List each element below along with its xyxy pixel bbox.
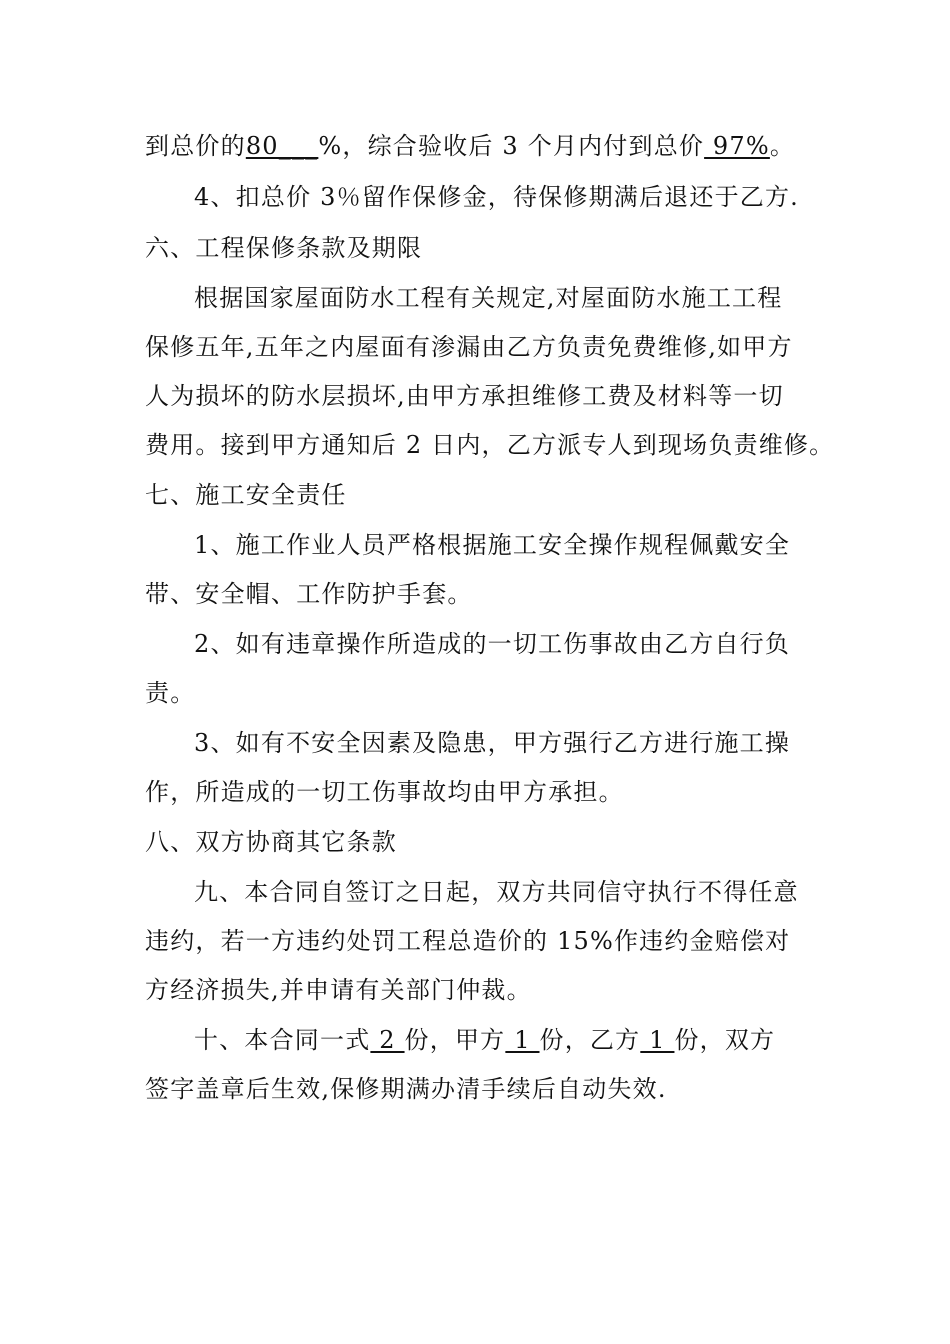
copies-total-blank: 2 — [370, 1026, 405, 1054]
clause-9-line-2: 违约，若一方违约处罚工程总造价的 15%作违约金赔偿对 — [145, 927, 791, 955]
safety-item-2-line-2: 责。 — [145, 679, 196, 707]
section-6-line-4: 费用。接到甲方通知后 2 日内，乙方派专人到现场负责维修。 — [145, 431, 835, 459]
payment-text-2: %，综合验收后 3 个月内付到总价 — [318, 132, 705, 160]
clause-9-line-3: 方经济损失,并申请有关部门仲裁。 — [145, 976, 532, 1004]
section-7-heading: 七、施工安全责任 — [145, 481, 347, 509]
clause-10-line-2: 签字盖章后生效,保修期满办清手续后自动失效. — [145, 1075, 667, 1103]
copies-party-a-blank: 1 — [505, 1026, 540, 1054]
section-8-heading: 八、双方协商其它条款 — [145, 828, 397, 856]
payment-text-end: 。 — [769, 132, 796, 160]
safety-item-2-line-1: 2、如有违章操作所造成的一切工伤事故由乙方自行负 — [194, 630, 791, 658]
section-6-heading: 六、工程保修条款及期限 — [145, 234, 423, 262]
clause-10-text-end: 份，双方 — [674, 1026, 776, 1054]
clause-10-line-1 — [194, 1024, 814, 1056]
safety-item-3-line-2: 作，所造成的一切工伤事故均由甲方承担。 — [145, 778, 624, 806]
clause-10-text-party-a: 份，甲方 — [404, 1026, 506, 1054]
safety-item-3-line-1: 3、如有不安全因素及隐患，甲方强行乙方进行施工操 — [194, 729, 791, 757]
final-percent-blank: 97% — [704, 132, 770, 160]
clause-10-text-party-b: 份，乙方 — [539, 1026, 641, 1054]
copies-party-b-blank: 1 — [640, 1026, 675, 1054]
payment-percent-blank: 80___ — [245, 132, 319, 160]
section-6-line-1: 根据国家屋面防水工程有关规定,对屋面防水施工工程 — [194, 284, 783, 312]
section-6-line-2: 保修五年,五年之内屋面有渗漏由乙方负责免费维修,如甲方 — [145, 333, 793, 361]
payment-line — [145, 130, 815, 162]
clause-9-line-1: 九、本合同自签订之日起，双方共同信守执行不得任意 — [194, 878, 799, 906]
payment-text: 到总价的 — [145, 132, 246, 160]
safety-item-1-line-2: 带、安全帽、工作防护手套。 — [145, 580, 473, 608]
warranty-deposit-item: 4、扣总价 3％留作保修金，待保修期满后退还于乙方. — [194, 183, 799, 211]
safety-item-1-line-1: 1、施工作业人员严格根据施工安全操作规程佩戴安全 — [194, 531, 791, 559]
clause-10-text: 十、本合同一式 — [194, 1026, 371, 1054]
section-6-line-3: 人为损坏的防水层损坏,由甲方承担维修工费及材料等一切 — [145, 382, 784, 410]
